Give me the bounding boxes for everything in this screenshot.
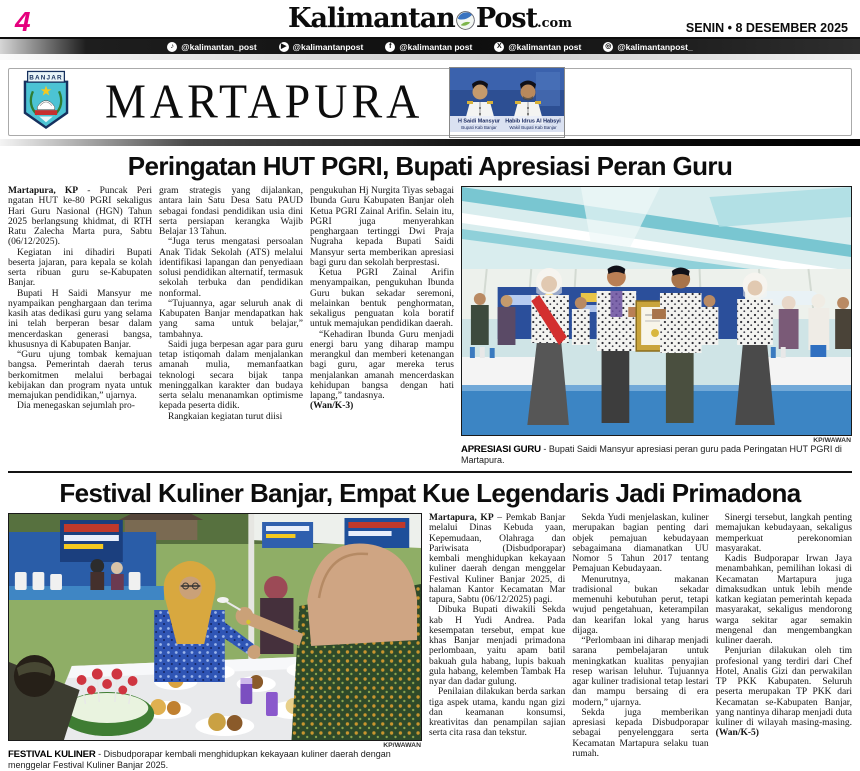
article2-photo	[8, 513, 422, 741]
paragraph: Kadis Budporapar Irwan Jaya menambahkan, pemilihan lokasi di Kecamatan Martapura juga dimaksudkan untuk lebih mende katkan kegiatan pemerintah kepada masyarakat, sekaligus mendorong warga sekitar agar semakin mengenal dan mengembangkan kuliner daerah.	[715, 554, 852, 646]
paragraph: “Perlombaan ini diharap menjadi sarana pembelajaran untuk meningkatkan kualitas penyajian resep warisan leluhur. Tujuannya agar kuliner tradisional tetap lestari dan mampu bersaing di era modern,” ujarnya.	[572, 636, 709, 708]
paragraph: Dia menegaskan sejumlah pro-	[17, 401, 135, 412]
logo-text: BANJAR	[29, 74, 63, 82]
paragraph-list	[8, 248, 152, 412]
paragraph: Penilaian dilakukan berda sarkan tiga aspek utama, kandu ngan gizi dan keamanan konsumsi, kreativitas dan penampilan sajian serta cita rasa dan tekstur.	[429, 687, 566, 739]
paragraph: Menurutnya, makanan tradisional bukan sekadar memenuhi kebutuhan perut, tetapi wujud pengetahuan, keterampilan dan kearifan lokal yang harus dijaga.	[572, 574, 709, 636]
brand-suffix: .com	[537, 16, 572, 31]
article1-signoff: (Wan/K-3)	[310, 401, 354, 412]
official-1-title: Bupati Kab Banjar	[461, 124, 498, 130]
article1-photo-credit: KP/WAWAN	[813, 437, 851, 444]
social-handle-label: @kalimantanpost	[292, 41, 364, 52]
paragraph: “Tujuannya, agar seluruh anak di Kabupaten Banjar mendapatkan hak yang sama untuk belajar,” tambahnya.	[159, 298, 303, 340]
article1-body	[8, 186, 852, 466]
caption-lead: APRESIASI GURU	[461, 444, 541, 455]
paragraph-list	[159, 186, 303, 422]
article1-caption	[461, 444, 852, 466]
caption-text: - Disbudporapar kembali menghidupkan kekayaan kuliner daerah dengan menggelar Festival Kuliner Banjar 2025.	[8, 749, 391, 770]
paragraph: Saidi juga berpesan agar para guru tetap istiqomah dalam menjalankan amanah mulia, memanfaatkan teknologi secara bijak tanpa meninggalkan karakter dan budaya serta selalu menanamkan optimisme kepada peserta didik.	[159, 339, 303, 412]
paragraph: “Juga terus mengatasi persoalan Anak Tidak Sekolah (ATS) melalui identifikasi lapangan dan penyediaan solusi pendidikan alternatif, termasuk sekolah terbuka dan pendidikan nonformal.	[159, 237, 303, 299]
caption-lead: FESTIVAL KULINER	[8, 749, 96, 760]
paragraph: Rangkaian kegiatan turut diisi	[168, 411, 283, 422]
social-bar-underline	[0, 54, 860, 60]
social-handle-youtube[interactable]	[279, 42, 364, 52]
paragraph-text: – Pemkab Banjar melalui Dinas Kebuda yaan, Kepemudaan, Olahraga dan Pariwisata (Disbudporapar) kembali menghidupkan kekayaan kuliner daerah dengan menggelar Festival Kuliner Banjar 2025, di halaman Kantor Kecamatan Mar tapura, Sabtu (06/12/2025) pagi.	[429, 513, 566, 605]
tiktok-icon: ♪	[167, 42, 177, 52]
article2-column-3	[716, 513, 852, 771]
officials-photo	[449, 67, 565, 138]
x-icon: X	[494, 42, 504, 52]
brand-left: Kalimantan	[288, 3, 455, 34]
social-handle-tiktok[interactable]	[167, 42, 256, 52]
article1-photo	[461, 186, 852, 436]
official-2-name: Habib Idrus Al Habsyi	[505, 118, 562, 124]
article1-column-2	[159, 186, 303, 466]
article2-body	[8, 513, 852, 771]
social-handle-x[interactable]	[494, 42, 581, 52]
article2-signoff: (Wan/K-5)	[715, 728, 759, 739]
paragraph	[429, 513, 565, 605]
paragraph-list	[572, 513, 708, 759]
pgri-stage-photo-illustration	[462, 187, 851, 435]
paragraph: Kegiatan ini dihadiri Bupati beserta jajaran, para kepala se kolah serta ribuan guru se-Kabupaten Banjar.	[8, 247, 152, 289]
article2-caption	[8, 749, 422, 771]
paragraph	[8, 186, 152, 248]
paragraph	[716, 646, 852, 738]
official-2-title: Wakil Bupati Kab Banjar	[509, 124, 557, 130]
banjar-coat-of-arms	[21, 70, 71, 135]
article1-photo-block	[461, 186, 852, 466]
social-handle-label: @kalimantanpost_	[617, 41, 693, 52]
dateline: Martapura, KP	[429, 513, 494, 523]
paragraph: Sekda Yudi menjelaskan, kuliner merupakan bagian penting dari objek pemajuan kebudayaan sebagaimana diamanatkan UU Nomor 5 Tahun 2017 tentang Pemajuan Kebudayaan.	[572, 513, 709, 575]
paragraph: Dibuka Bupati diwakili Sekda kab H Yudi Andrea. Pada kesempatan tersebut, empat kue khas Banjar menjadi primadona perlombaan, yaitu apam batil bakuah gula habang, lupis bakuah gula habang, kelemben Tambak Ha nyar dan dadar gulung.	[429, 605, 566, 687]
masthead	[0, 0, 860, 37]
social-handle-facebook[interactable]	[385, 42, 472, 52]
paragraph: Bupati H Saidi Mansyur me nyampaikan penghargaan dan terima kasih atas dedikasi guru yang selama ini telah berperan besar dalam mencerdaskan generasi bangsa, khususnya di Kabupaten Banjar.	[8, 288, 152, 350]
globe-icon	[456, 6, 475, 37]
article2-column-2	[572, 513, 708, 771]
paragraph: Sinergi tersebut, langkah penting memajukan kebudayaan, sekaligus memperkuat perekonomian masyarakat.	[715, 513, 852, 554]
facebook-icon: f	[385, 42, 395, 52]
youtube-icon: ▶	[279, 42, 289, 52]
article2-headline: Festival Kuliner Banjar, Empat Kue Legendaris Jadi Primadona	[59, 478, 801, 508]
paragraph-list	[716, 513, 852, 646]
festival-kuliner-photo-illustration	[9, 514, 421, 740]
social-handle-instagram[interactable]	[603, 42, 692, 52]
dateline: Martapura, KP	[8, 186, 79, 196]
article1-column-1	[8, 186, 152, 466]
official-1-name: H Saidi Mansyur	[458, 118, 501, 124]
paragraph: Ketua PGRI Zainal Arifin menyampaikan, pengukuhan Ibunda Guru bukan sekadar seremoni, melainkan bentuk penghormatan, sekaligus penguatan kola boratif untuk memajukan pendidikan daerah.	[310, 268, 454, 330]
section-title: MARTAPURA	[105, 74, 424, 129]
paragraph	[310, 401, 454, 411]
article2-column-1	[429, 513, 565, 771]
paragraph: “Kehadiran Ibunda Guru menjadi energi baru yang diharap mampu merangkul dan memberi ketenangan bagi guru, agar mereka terus menjalankan amanah mencerdaskan kehidupan bangsa dengan hati lapang,” tandasnya.	[310, 329, 454, 401]
social-bar	[0, 37, 860, 54]
edition-date: SENIN • 8 DESEMBER 2025	[685, 21, 848, 35]
article2-photo-credit: KP/WAWAN	[383, 742, 421, 749]
social-handle-label: @kalimantan post	[508, 41, 582, 52]
social-handle-label: @kalimantan post	[399, 41, 473, 52]
paragraph: pengukuhan Hj Nurgita Tiyas sebagai Ibunda Guru Kabupaten Banjar oleh Ketua PGRI Zainal Arifin. Selain itu, PGRI juga menyerahkan penghargaan tertinggi Dwi Praja Nugraha kepada Bupati Saidi Mansyur serta memberikan apresiasi bagi guru dan sekolah berprestasi.	[310, 186, 454, 268]
social-handle-label: @kalimantan_post	[181, 41, 257, 52]
section-header	[8, 68, 852, 136]
page-number: 4	[15, 6, 31, 37]
paragraph: “Guru ujung tombak kemajuan bangsa. Pemerintah daerah terus berkomitmen melalui berbagai kebijakan dan program nyata untuk memajukan pendidikan,” ujarnya.	[8, 350, 152, 401]
article1-column-3	[310, 186, 454, 466]
brand-right: Post	[475, 3, 538, 34]
article2-photo-block	[8, 513, 422, 771]
section-header-rule	[0, 139, 860, 146]
paragraph-text: Penjurian dilakukan oleh tim profesional yang terdiri dari Chef Hotel, Analis Gizi dan perwakilan TP PKK Kabupaten. Seluruh peserta merupakan TP PKK dari Kecamatan se-Kabupaten Banjar, yang nantinya diharap menjadi duta kuliner di wilayah masing-masing.	[715, 646, 852, 728]
paragraph: gram strategis yang dijalankan, antara lain Satu Desa Satu PAUD sebagai fondasi pendidikan usia dini serta persiapan kerangka Wajib Belajar 13 Tahun.	[159, 186, 303, 237]
instagram-icon: ◎	[605, 42, 612, 50]
caption-text: - Bupati Saidi Mansyur apresiasi peran guru pada Peringatan HUT PGRI di Martapura.	[461, 444, 842, 465]
paragraph: Sekda juga memberikan apresiasi kepada Disbudporapar sebagai penyelenggara serta Kecamatan Martapura selaku tuan rumah.	[572, 707, 709, 759]
paragraph-text: - Puncak Peri ngatan HUT ke-80 PGRI sekaligus Hari Guru Nasional (HGN) Tahun 2025 berlangsung khidmat, di RTH Ratu Zalecha Marta pura, Sabtu (06/12/2025).	[8, 186, 153, 248]
paragraph-list	[429, 605, 565, 738]
article1-headline: Peringatan HUT PGRI, Bupati Apresiasi Peran Guru	[127, 151, 733, 181]
article-divider	[8, 471, 852, 473]
paragraph-list	[310, 186, 454, 401]
